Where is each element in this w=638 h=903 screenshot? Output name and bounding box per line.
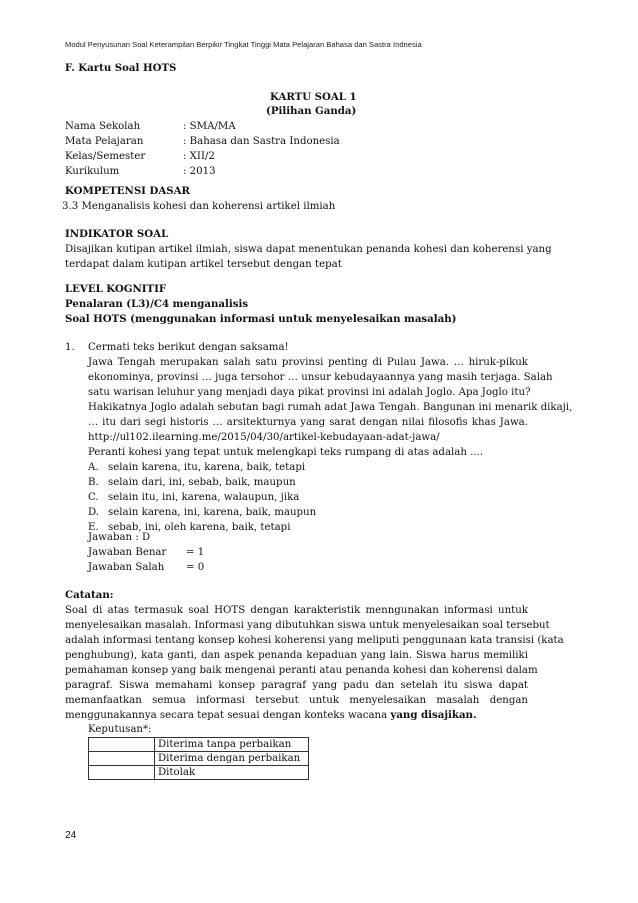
passage-line: ekonominya, provinsi … juga tersohor … unsur kebudayaannya yang masih terjaga. Salah [88,372,553,383]
card-subtitle: (Pilihan Ganda) [266,105,357,117]
catatan-line: memanfaatkan semua informasi tersebut untuk menyelesaikan masalah dengan [65,695,528,706]
identity-value: : Bahasa dan Sastra Indonesia [183,136,340,147]
indikator-line: terdapat dalam kutipan artikel tersebut dengan tepat [65,259,342,270]
passage-source-url: http://ul102.ilearning.me/2015/04/30/artikel-kebudayaan-adat-jawa/ [88,432,440,443]
identity-value: : XII/2 [183,151,215,162]
indikator-line: Disajikan kutipan artikel ilmiah, siswa dapat menentukan penanda kohesi dan koherensi yang [65,244,552,255]
level-sub1: Penalaran (L3)/C4 menganalisis [65,298,249,310]
level-sub2: Soal HOTS (menggunakan informasi untuk menyelesaikan masalah) [65,313,457,325]
option-text: selain itu, ini, karena, walaupun, jika [108,492,300,503]
option-text: sebab, ini, oleh karena, baik, tetapi [108,522,291,533]
passage-line: Jawa Tengah merupakan salah satu provinsi penting di Pulau Jawa. … hiruk-pikuk [88,357,528,368]
option-letter: A. [88,462,99,473]
catatan-last-line [65,708,477,723]
catatan-line: adalah informasi tentang konsep kohesi koherensi yang meliputi penggunaan kata transisi (kata [65,635,564,646]
catatan-line: menyelesaikan masalah. Informasi yang dibutuhkan siswa untuk menyelesaikan soal tersebut [65,620,550,631]
keputusan-row [89,738,309,752]
catatan-last-normal: menggunakannya secara tepat sesuai dengan konteks wacana [65,710,391,721]
keputusan-label: Keputusan*: [88,724,152,735]
option-letter: E. [88,522,99,533]
identity-value: : 2013 [183,166,216,177]
indikator-heading: INDIKATOR SOAL [65,228,169,240]
catatan-line: penghubung), kata ganti, dan aspek penanda kepaduan yang lain. Siswa harus memiliki [65,650,528,661]
identity-label: Mata Pelajaran [65,136,144,147]
question-prompt: Peranti kohesi yang tepat untuk melengkapi teks rumpang di atas adalah .... [88,447,484,458]
keputusan-row [89,766,309,780]
options-list [0,460,638,535]
catatan-last-bold: yang disajikan. [390,709,477,721]
kompetensi-text: 3.3 Menganalisis kohesi dan koherensi artikel ilmiah [62,201,336,212]
passage-line: … itu dari segi historis … arsitekturnya yang sarat dengan nilai filosofis khas Jawa. [88,417,528,428]
keputusan-table [88,737,309,780]
score-label: Jawaban Benar [88,547,167,558]
question-number: 1. [65,342,75,353]
identity-label: Nama Sekolah [65,121,141,132]
page-number: 24 [65,830,77,841]
identity-label: Kelas/Semester [65,151,146,162]
keputusan-checkbox-cell[interactable] [89,738,155,752]
identity-label: Kurikulum [65,166,120,177]
score-label: Jawaban Salah [88,562,165,573]
answer-key: Jawaban : D [88,532,151,543]
option-text: selain dari, ini, sebab, baik, maupun [108,477,296,488]
score-value: = 1 [186,547,205,558]
option-letter: D. [88,507,100,518]
catatan-heading: Catatan: [65,589,114,601]
question-instruction: Cermati teks berikut dengan saksama! [88,342,289,353]
keputusan-row [89,752,309,766]
kompetensi-heading: KOMPETENSI DASAR [65,185,190,197]
identity-block [0,119,638,179]
keputusan-option: Diterima tanpa perbaikan [155,738,309,752]
catatan-line: paragraf. Siswa memahami konsep paragraf yang padu dan setelah itu siswa dapat [65,680,528,691]
keputusan-option: Diterima dengan perbaikan [155,752,309,766]
identity-value: : SMA/MA [183,121,236,132]
catatan-line: Soal di atas termasuk soal HOTS dengan karakteristik menngunakan informasi untuk [65,605,528,616]
card-title: KARTU SOAL 1 [270,91,357,103]
passage-line: satu warisan leluhur yang menjadi daya pikat provinsi ini adalah Joglo. Apa Joglo itu? [88,387,531,398]
passage-line: Hakikatnya Joglo adalah sebutan bagi rumah adat Jawa Tengah. Bangunan ini menarik dikaji, [88,402,573,413]
keputusan-checkbox-cell[interactable] [89,766,155,780]
keputusan-option: Ditolak [155,766,309,780]
keputusan-checkbox-cell[interactable] [89,752,155,766]
option-letter: B. [88,477,99,488]
level-heading: LEVEL KOGNITIF [65,283,167,295]
running-header: Modul Penyusunan Soal Keterampilan Berpikir Tingkat Tinggi Mata Pelajaran Bahasa dan Sastra Indnesia [65,40,422,49]
option-letter: C. [88,492,99,503]
option-text: selain karena, itu, karena, baik, tetapi [108,462,306,473]
score-value: = 0 [186,562,205,573]
option-text: selain karena, ini, karena, baik, maupun [108,507,317,518]
section-title: F. Kartu Soal HOTS [65,62,177,74]
catatan-line: pemahaman konsep yang baik mengenai peranti atau penanda kohesi dan koherensi dalam [65,665,538,676]
